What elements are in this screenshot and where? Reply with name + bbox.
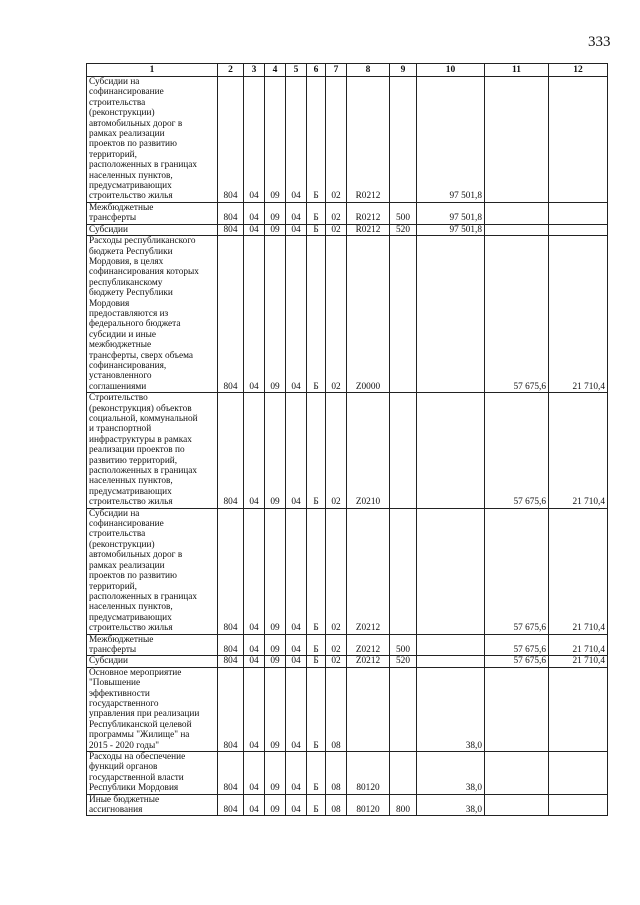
cell-col-11: 57 675,6: [485, 508, 549, 634]
cell-col-5: 04: [286, 202, 307, 224]
cell-col-6: Б: [307, 508, 326, 634]
cell-col-3: 04: [244, 393, 265, 508]
cell-col-3: 04: [244, 77, 265, 203]
cell-col-6: Б: [307, 393, 326, 508]
cell-col-3: 04: [244, 236, 265, 393]
column-header: 8: [347, 64, 390, 77]
row-name-cell: Субсидии на софинансирование строительства (реконструкции) автомобильных дорог в рамках реализации проектов по развитию территорий, расположенных в границах населенных пунктов, предусматривающих строительство жилья: [87, 508, 218, 634]
cell-col-7: 02: [326, 77, 347, 203]
table-row: [87, 656, 608, 667]
cell-col-7: 02: [326, 224, 347, 235]
cell-col-10: 97 501,8: [417, 202, 485, 224]
cell-col-2: 804: [218, 667, 244, 751]
column-header: 6: [307, 64, 326, 77]
cell-col-4: 09: [265, 752, 286, 795]
cell-col-12: [549, 794, 608, 816]
cell-col-11: 57 675,6: [485, 656, 549, 667]
cell-col-11: 57 675,6: [485, 236, 549, 393]
cell-col-3: 04: [244, 667, 265, 751]
cell-col-10: [417, 508, 485, 634]
row-name-cell: Строительство (реконструкция) объектов социальной, коммунальной и транспортной инфраструктуры в рамках реализации проектов по развитию территорий, расположенных в границах населенных пунктов, предусматривающих строительство жилья: [87, 393, 218, 508]
cell-col-4: 09: [265, 77, 286, 203]
cell-col-8: R0212: [347, 77, 390, 203]
cell-col-2: 804: [218, 393, 244, 508]
cell-col-12: [549, 77, 608, 203]
cell-col-3: 04: [244, 634, 265, 656]
cell-col-4: 09: [265, 667, 286, 751]
cell-col-5: 04: [286, 667, 307, 751]
cell-col-9: [390, 77, 417, 203]
cell-col-8: [347, 667, 390, 751]
cell-col-7: 02: [326, 236, 347, 393]
cell-col-8: Z0000: [347, 236, 390, 393]
cell-col-8: Z0210: [347, 393, 390, 508]
cell-col-10: 97 501,8: [417, 77, 485, 203]
cell-col-9: [390, 752, 417, 795]
cell-col-8: Z0212: [347, 634, 390, 656]
cell-col-3: 04: [244, 794, 265, 816]
table-row: [87, 202, 608, 224]
cell-col-5: 04: [286, 236, 307, 393]
cell-col-9: [390, 393, 417, 508]
cell-col-10: [417, 393, 485, 508]
cell-col-7: 08: [326, 752, 347, 795]
table-body: [87, 77, 608, 816]
cell-col-2: 804: [218, 508, 244, 634]
table-row: [87, 634, 608, 656]
column-header: 11: [485, 64, 549, 77]
column-header: 7: [326, 64, 347, 77]
row-name-cell: Основное мероприятие "Повышение эффективности государственного управления при реализации Республиканской целевой программы "Жилище" на 2015 - 2020 годы": [87, 667, 218, 751]
cell-col-2: 804: [218, 634, 244, 656]
table-row: [87, 752, 608, 795]
cell-col-11: [485, 752, 549, 795]
cell-col-4: 09: [265, 656, 286, 667]
cell-col-4: 09: [265, 236, 286, 393]
cell-col-8: 80120: [347, 752, 390, 795]
cell-col-10: [417, 236, 485, 393]
row-name-cell: Субсидии: [87, 224, 218, 235]
table-row: [87, 508, 608, 634]
cell-col-8: Z0212: [347, 508, 390, 634]
cell-col-6: Б: [307, 794, 326, 816]
cell-col-5: 04: [286, 794, 307, 816]
cell-col-7: 02: [326, 656, 347, 667]
cell-col-9: [390, 667, 417, 751]
cell-col-11: 57 675,6: [485, 393, 549, 508]
cell-col-2: 804: [218, 202, 244, 224]
column-header: 10: [417, 64, 485, 77]
row-name-cell: Межбюджетные трансферты: [87, 202, 218, 224]
cell-col-12: [549, 202, 608, 224]
cell-col-3: 04: [244, 752, 265, 795]
cell-col-7: 02: [326, 508, 347, 634]
cell-col-8: R0212: [347, 224, 390, 235]
row-name-cell: Межбюджетные трансферты: [87, 634, 218, 656]
cell-col-4: 09: [265, 794, 286, 816]
cell-col-6: Б: [307, 236, 326, 393]
cell-col-6: Б: [307, 667, 326, 751]
cell-col-12: 21 710,4: [549, 656, 608, 667]
cell-col-2: 804: [218, 656, 244, 667]
header-row: [87, 64, 608, 77]
cell-col-6: Б: [307, 634, 326, 656]
cell-col-9: 520: [390, 656, 417, 667]
cell-col-8: R0212: [347, 202, 390, 224]
cell-col-4: 09: [265, 393, 286, 508]
cell-col-7: 02: [326, 393, 347, 508]
cell-col-12: 21 710,4: [549, 393, 608, 508]
cell-col-2: 804: [218, 224, 244, 235]
table-row: [87, 224, 608, 235]
cell-col-9: 500: [390, 202, 417, 224]
cell-col-4: 09: [265, 634, 286, 656]
table-row: [87, 393, 608, 508]
cell-col-4: 09: [265, 202, 286, 224]
cell-col-11: [485, 667, 549, 751]
cell-col-2: 804: [218, 752, 244, 795]
cell-col-7: 02: [326, 202, 347, 224]
cell-col-11: [485, 794, 549, 816]
cell-col-7: 08: [326, 794, 347, 816]
cell-col-11: [485, 77, 549, 203]
cell-col-6: Б: [307, 224, 326, 235]
cell-col-10: 38,0: [417, 794, 485, 816]
column-header: 3: [244, 64, 265, 77]
cell-col-5: 04: [286, 656, 307, 667]
cell-col-5: 04: [286, 224, 307, 235]
cell-col-5: 04: [286, 77, 307, 203]
cell-col-10: [417, 634, 485, 656]
cell-col-12: [549, 752, 608, 795]
cell-col-10: 38,0: [417, 752, 485, 795]
cell-col-6: Б: [307, 77, 326, 203]
column-header: 12: [549, 64, 608, 77]
table-row: [87, 236, 608, 393]
cell-col-3: 04: [244, 202, 265, 224]
column-header: 2: [218, 64, 244, 77]
table-row: [87, 77, 608, 203]
cell-col-10: [417, 656, 485, 667]
cell-col-5: 04: [286, 508, 307, 634]
cell-col-9: 520: [390, 224, 417, 235]
cell-col-2: 804: [218, 77, 244, 203]
cell-col-11: 57 675,6: [485, 634, 549, 656]
cell-col-11: [485, 224, 549, 235]
row-name-cell: Расходы на обеспечение функций органов государственной власти Республики Мордовия: [87, 752, 218, 795]
table-row: [87, 667, 608, 751]
cell-col-8: Z0212: [347, 656, 390, 667]
cell-col-7: 08: [326, 667, 347, 751]
cell-col-6: Б: [307, 752, 326, 795]
cell-col-3: 04: [244, 508, 265, 634]
cell-col-2: 804: [218, 236, 244, 393]
column-header: 9: [390, 64, 417, 77]
column-header: 4: [265, 64, 286, 77]
cell-col-12: 21 710,4: [549, 236, 608, 393]
cell-col-3: 04: [244, 224, 265, 235]
cell-col-5: 04: [286, 634, 307, 656]
page-number: 333: [588, 34, 611, 50]
cell-col-9: 500: [390, 634, 417, 656]
cell-col-9: 800: [390, 794, 417, 816]
budget-table: [86, 63, 608, 816]
cell-col-10: 97 501,8: [417, 224, 485, 235]
cell-col-5: 04: [286, 393, 307, 508]
row-name-cell: Расходы республиканского бюджета Республики Мордовия, в целях софинансирования которых республиканскому бюджету Республики Мордовия предоставляются из федерального бюджета субсидии и иные межбюджетные трансферты, сверх объема софинансирования, установленного соглашениями: [87, 236, 218, 393]
table-row: [87, 794, 608, 816]
cell-col-12: 21 710,4: [549, 508, 608, 634]
cell-col-9: [390, 236, 417, 393]
cell-col-9: [390, 508, 417, 634]
cell-col-4: 09: [265, 224, 286, 235]
row-name-cell: Субсидии: [87, 656, 218, 667]
cell-col-12: [549, 667, 608, 751]
cell-col-2: 804: [218, 794, 244, 816]
cell-col-5: 04: [286, 752, 307, 795]
row-name-cell: Иные бюджетные ассигнования: [87, 794, 218, 816]
cell-col-6: Б: [307, 202, 326, 224]
cell-col-11: [485, 202, 549, 224]
cell-col-12: 21 710,4: [549, 634, 608, 656]
cell-col-3: 04: [244, 656, 265, 667]
cell-col-10: 38,0: [417, 667, 485, 751]
cell-col-8: 80120: [347, 794, 390, 816]
cell-col-6: Б: [307, 656, 326, 667]
cell-col-12: [549, 224, 608, 235]
cell-col-7: 02: [326, 634, 347, 656]
cell-col-4: 09: [265, 508, 286, 634]
column-header: 5: [286, 64, 307, 77]
column-header: 1: [87, 64, 218, 77]
row-name-cell: Субсидии на софинансирование строительства (реконструкции) автомобильных дорог в рамках реализации проектов по развитию территорий, расположенных в границах населенных пунктов, предусматривающих строительство жилья: [87, 77, 218, 203]
